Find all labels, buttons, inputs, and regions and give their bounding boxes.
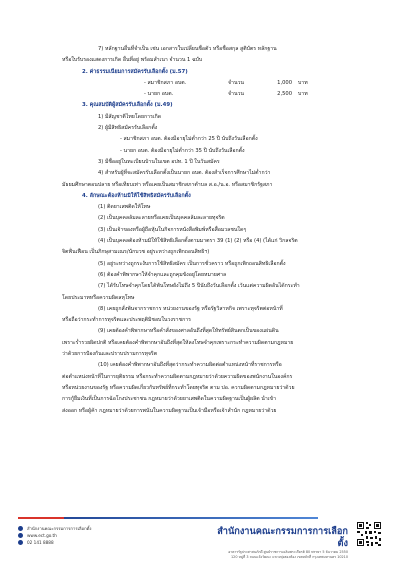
list-item-continuation: โดยประมาทหรือความผิดลหุโทษ bbox=[62, 294, 135, 301]
list-item: (5) อยู่ระหว่างถูกระงับการใช้สิทธิสมัคร เป็นการชั่วคราว หรือถูกเพิกถอนสิทธิเลือกตั้ง bbox=[98, 260, 286, 267]
paragraph-line: 7) หลักฐานอื่นที่จำเป็น เช่น เอกสารใบเปลี่ยนชื่อตัว หรือชื่อสกุล สูติบัตร หลักฐาน bbox=[98, 46, 277, 52]
footer-divider-accent bbox=[18, 517, 64, 519]
section-heading-prohibitions: 4. ลักษณะต้องห้ามมิให้ใช้สิทธิสมัครรับเลือกตั้ง bbox=[82, 192, 191, 199]
list-item: 3) มีชื่ออยู่ในทะเบียนบ้านในเขต อปท. 1 ปี ในวันสมัคร bbox=[98, 158, 220, 165]
paragraph-line: หรือใบรับรองแสดงการเกิด อื่นที่อยู่ พร้อมสำเนา จำนวน 1 ฉบับ bbox=[62, 57, 203, 64]
list-item-continuation: หรือถือว่ากระทำการทุจริตและประพฤติมิชอบในวงราชการ bbox=[62, 317, 191, 324]
footer-organization bbox=[210, 526, 348, 560]
contact-phone[interactable] bbox=[18, 539, 91, 546]
list-item: (2) เป็นบุคคลล้มละลายหรือเคยเป็นบุคคลล้มละลายทุจริต bbox=[98, 215, 225, 222]
list-item: (7) ได้รับโทษจำคุกโดยได้พ้นโทษยังไม่ถึง 5 ปีนับถึงวันเลือกตั้ง เว้นแต่ความผิดอันได้กระทำ bbox=[98, 283, 300, 290]
footer-contacts bbox=[18, 525, 91, 546]
list-item-continuation: ส่งออก หรือผู้ค้า กฎหมายว่าด้วยการพนันในความผิดฐานเป็นเจ้ามือหรือเจ้าสำนัก กฎหมายว่าด้วย bbox=[62, 407, 277, 414]
list-item-continuation: การกู้ยืมเงินที่เป็นการฉ้อโกงประชาชน กฎหมายว่าด้วยยาเสพติดในความผิดฐานเป็นผู้ผลิต นำเข้า bbox=[62, 396, 277, 403]
fee-amount: 2,500 bbox=[277, 91, 292, 98]
section-heading-fees: 2. ค่าธรรมเนียมการสมัครรับเลือกตั้ง (ม.57) bbox=[82, 68, 188, 75]
list-item-continuation: ต่อตำแหน่งหน้าที่ในการยุติธรรม หรือกระทำความผิดตามกฎหมายว่าด้วยความผิดของพนักงานในองค์กร bbox=[62, 373, 293, 380]
fee-label: - นายก อบต. bbox=[144, 91, 174, 98]
fee-unit: จำนวน bbox=[228, 91, 244, 98]
fee-row bbox=[62, 89, 352, 100]
list-item: (8) เคยถูกสั่งพ้นจากราชการ หน่วยงานของรัฐ หรือรัฐวิสาหกิจ เพราะทุจริตต่อหน้าที่ bbox=[98, 305, 283, 312]
document-body bbox=[62, 44, 352, 417]
org-name: สำนักงานคณะกรรมการการเลือกตั้ง bbox=[217, 526, 348, 549]
fee-row bbox=[62, 78, 352, 89]
phone-text: 02 141 8888 bbox=[27, 540, 54, 545]
list-item: (1) ติดยาเสพติดให้โทษ bbox=[98, 204, 151, 211]
list-item: 4) สำหรับผู้ที่จะสมัครรับเลือกตั้งเป็นนายก อบต. ต้องสำเร็จการศึกษาไม่ต่ำกว่า bbox=[98, 170, 271, 177]
list-item-continuation: หรือหน่วยงานของรัฐ หรือความผิดเกี่ยวกับทรัพย์ที่กระทำโดยทุจริต ตาม ปอ. ความผิดตามกฎหมายว่าด้วย bbox=[62, 384, 295, 391]
phone-icon bbox=[18, 540, 23, 545]
contact-website[interactable] bbox=[18, 532, 91, 539]
list-item: - นายก อบต. ต้องมีอายุไม่ต่ำกว่า 35 ปี นับถึงวันเลือกตั้ง bbox=[120, 147, 245, 154]
list-item-continuation: ว่าด้วยการป้องกันและปราบปรามการทุจริต bbox=[62, 351, 158, 358]
fee-amount: 1,000 bbox=[277, 79, 292, 86]
org-address-line: 120 หมู่ที่ 3 ถนนแจ้งวัฒนะ แขวงทุ่งสองห้อง เขตหลักสี่ กรุงเทพมหานคร 10210 bbox=[231, 555, 348, 559]
facebook-text: สำนักงานคณะกรรมการการเลือกตั้ง bbox=[27, 526, 92, 531]
fee-currency: บาท bbox=[298, 91, 308, 98]
list-item-continuation: มัธยมศึกษาตอนปลาย หรือเทียบเท่า หรือเคยเป็นสมาชิกสภาตำบล ส.อ./น.อ. หรือสมาชิกรัฐสภา bbox=[62, 181, 273, 188]
org-address-line: อาคารรัฐประศาสนภักดี ศูนย์ราชการเฉลิมพระเกียรติ 80 พรรษา 5 ธันวาคม 2550 bbox=[228, 550, 348, 554]
facebook-icon bbox=[18, 526, 23, 531]
list-item-continuation: จิตฟั่นเฟือน เป็นภิกษุสามเณร/นักบวช อยู่ระหว่างถูกเพิกถอนสิทธิฯ) bbox=[62, 249, 210, 256]
website-text: www.ect.go.th bbox=[27, 533, 57, 538]
globe-icon bbox=[18, 533, 23, 538]
list-item: - สมาชิกสภา อบต. ต้องมีอายุไม่ต่ำกว่า 25 ปี นับถึงวันเลือกตั้ง bbox=[120, 136, 258, 143]
list-item: (3) เป็นเจ้าของหรือผู้ถือหุ้นในกิจการหนังสือพิมพ์หรือสื่อมวลชนใดๆ bbox=[98, 226, 247, 233]
page-footer bbox=[0, 512, 400, 566]
list-item: 1) มีสัญชาติไทยโดยการเกิด bbox=[98, 113, 162, 120]
fee-unit: จำนวน bbox=[228, 79, 244, 86]
list-item: (6) ต้องคำพิพากษาให้จำคุกและถูกคุมขังอยู่โดยหมายศาล bbox=[98, 271, 227, 278]
contact-facebook[interactable] bbox=[18, 525, 91, 532]
list-item: (10) เคยต้องคำพิพากษาอันถึงที่สุดว่ากระทำความผิดต่อตำแหน่งหน้าที่ราชการหรือ bbox=[98, 362, 282, 369]
fee-currency: บาท bbox=[298, 79, 308, 86]
fee-label: - สมาชิกสภา อบต. bbox=[144, 79, 187, 86]
list-item: (4) เป็นบุคคลต้องห้ามมิให้ใช้สิทธิเลือกตั้งตามมาตรา 39 (1) (2) หรือ (4) (ได้แก่ วิกลจริต bbox=[98, 238, 298, 245]
qr-code-icon[interactable] bbox=[356, 521, 382, 547]
list-item-continuation: เพราะร่ำรวยผิดปกติ หรือเคยต้องคำพิพากษาอันถึงที่สุดให้ลงโทษจำคุกเพราะกระทำความผิดตามกฎหมาย bbox=[62, 339, 294, 346]
list-item: (9) เคยต้องคำพิพากษาหรือคำสั่งของศาลอันถึงที่สุดให้ทรัพย์สินตกเป็นของแผ่นดิน bbox=[98, 328, 279, 335]
list-item: 2) ผู้มีสิทธิสมัครรับเลือกตั้ง bbox=[98, 125, 158, 132]
section-heading-qualifications: 3. คุณสมบัติผู้สมัครรับเลือกตั้ง (ม.49) bbox=[82, 102, 173, 109]
